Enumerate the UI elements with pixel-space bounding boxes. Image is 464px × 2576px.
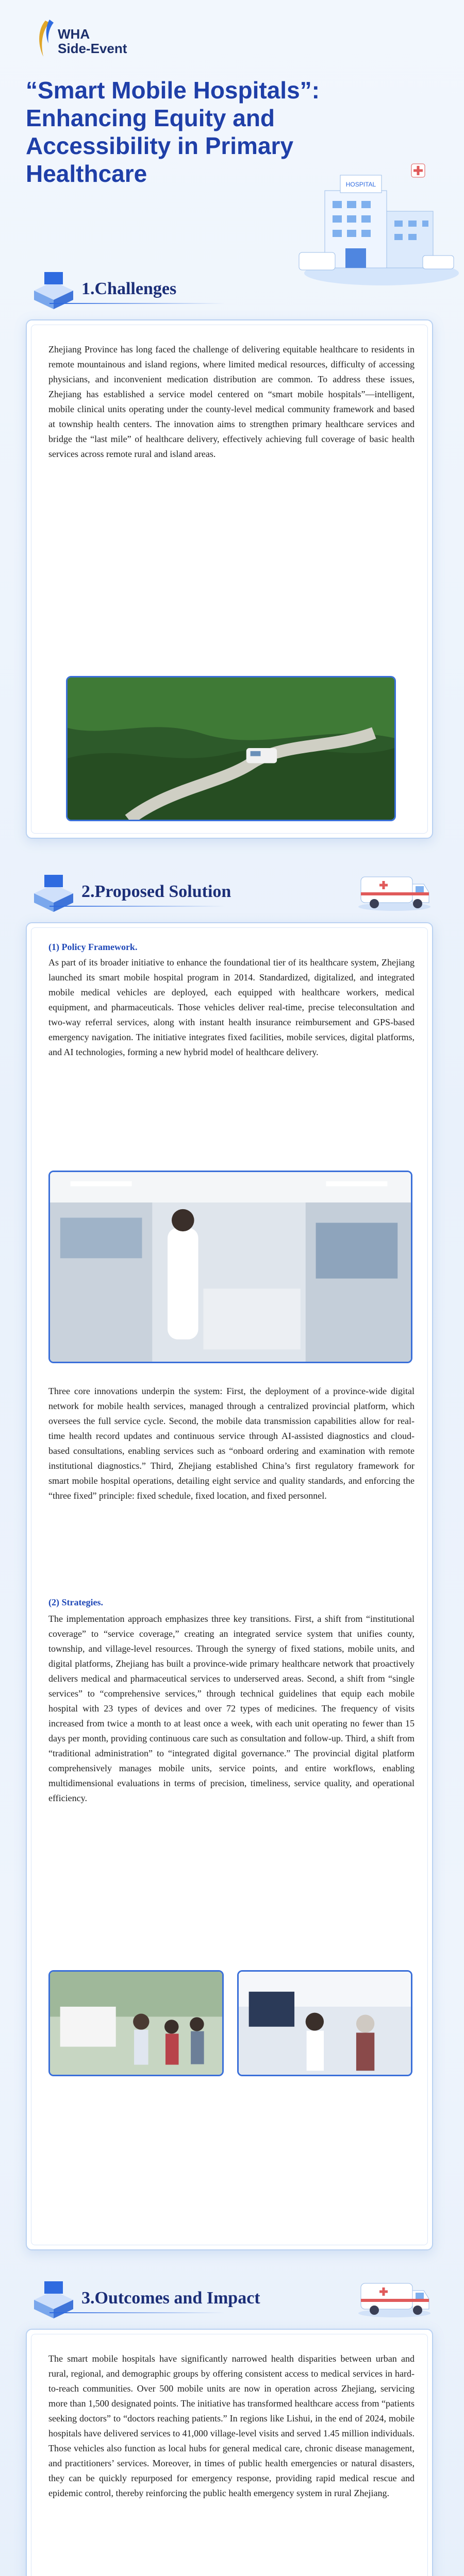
cube-icon — [29, 268, 78, 311]
outcomes-card — [26, 2329, 433, 2576]
challenges-paragraph: Zhejiang Province has long faced the challenge of delivering equitable healthcare to residents in remote mountainous and island regions, where limited medical resources, difficulty of accessing physicians, and inconvenient medication distribution are common. To address these issues, Zhejiang has established a service model centered on “smart mobile hospitals”—intelligent, mobile clinical units operating under the county-level medical community framework and based at township health centers. The innovation aims to strengthen primary healthcare services and bridge the “last mile” of healthcare delivery, effectively achieving full coverage of basic health services across remote rural and island areas. — [48, 344, 415, 459]
heading-underline — [49, 303, 225, 304]
brand-line1: WHA — [58, 26, 90, 42]
page-title: “Smart Mobile Hospitals”: Enhancing Equity and Accessibility in Primary Healthcare — [26, 77, 320, 187]
heading-underline — [49, 2312, 225, 2313]
section-title: 1.Challenges — [81, 279, 177, 298]
hospital-building-icon — [294, 155, 459, 289]
ambulance-icon — [356, 866, 433, 912]
solution-card — [26, 922, 433, 2250]
strategies-heading: (2) Strategies. — [48, 1597, 103, 1607]
consultation-photo — [237, 1970, 412, 2076]
ambulance-icon — [356, 2272, 433, 2318]
hospital-sign: HOSPITAL — [345, 181, 376, 188]
strategies-paragraph: The implementation approach emphasizes three key transitions. First, a shift from “institutional coverage” to “service coverage,” creating an integrated service system that unifies county, township, and village-level resources. Through the synergy of fixed stations, mobile units, and digital platforms, Zhejiang has built a province-wide primary healthcare network that proactively delivers medical and pharmaceutical services to underserved areas. Second, a shift from “single services” to “comprehensive services,” through technical guidelines that equip each mobile hospital with 23 types of devices and over 72 types of medicines. The frequency of visits increased from twice a month to at least once a week, with each unit operating no fewer than 15 days per month, providing continuous care such as consultation and follow-up. Third, a shift from “traditional administration” to “integrated digital governance.” The provincial digital platform comprehensively manages mobile units, service points, and entire workflows, enabling multidimensional evaluations in terms of precision, timeliness, service quality, and operational efficiency. — [48, 1614, 415, 1803]
policy-heading: (1) Policy Framework. — [48, 942, 138, 952]
challenges-card — [26, 319, 433, 839]
wha-logo-icon — [34, 19, 55, 59]
policy-paragraph-1: As part of its broader initiative to enhance the foundational tier of its healthcare system, Zhejiang launched its smart mobile hospital program in 2014. Standardized, digitalized, and integrated mobile medical vehicles are deployed, each equipped with healthcare workers, medical equipment, and pharmaceuticals. Those vehicles deliver real-time, precise teleconsultation and two-way referral services, along with instant health insurance reimbursement and GPS-based emergency navigation. The initiative integrates fixed facilities, mobile services, digital platforms, and AI technologies, forming a new hybrid model of healthcare delivery. — [48, 957, 415, 1057]
heading-underline — [49, 906, 225, 907]
section-title: 2.Proposed Solution — [81, 882, 231, 901]
brand-name — [58, 27, 127, 56]
mountain-road-photo — [66, 676, 396, 821]
brand-line2: Side-Event — [58, 41, 127, 56]
section-heading-outcomes — [29, 2277, 338, 2324]
section-heading-challenges — [29, 268, 287, 314]
cube-icon — [29, 2277, 78, 2320]
header-logo — [34, 19, 147, 60]
cube-icon — [29, 871, 78, 914]
section-title: 3.Outcomes and Impact — [81, 2289, 260, 2308]
policy-paragraph-2: Three core innovations underpin the system: First, the deployment of a province-wide digital network for mobile health services, managed through a centralized provincial platform, which oversees the full service cycle. Second, the mobile data transmission capabilities allow for real-time health record updates and continuous service through AI-assisted diagnostics and cloud-based consultations, enabling services such as “onboard ordering and examination with remote institutional diagnostics.” Third, Zhejiang established China’s first regulatory framework for smart mobile hospital operations, detailing eight service and quality standards, and enforcing the “three fixed” principle: fixed schedule, fixed location, and fixed personnel. — [48, 1386, 415, 1501]
section-heading-solution — [29, 871, 318, 917]
ambulance-interior-photo — [48, 1171, 412, 1363]
outcomes-paragraph: The smart mobile hospitals have significantly narrowed health disparities between urban and rural, regional, and demographic groups by offering consistent access to medical services in hard-to-reach communities. Over 500 mobile units are now in operation across Zhejiang, servicing more than 1,500 designated points. The initiative has transformed healthcare access from “patients seeking doctors” to “doctors reaching patients.” In regions like Lishui, in the end of 2024, mobile hospitals have delivered services to 41,000 village-level visits and served 1.45 million individuals. Those vehicles also function as local hubs for general medical care, chronic disease management, and practitioners’ services. Moreover, in times of public health emergencies or natural disasters, they can be quickly repurposed for emergency response, providing rapid medical rescue and epidemic control, thereby reinforcing the public health emergency system in rural Zhejiang. — [48, 2353, 415, 2498]
outreach-photo — [48, 1970, 224, 2076]
